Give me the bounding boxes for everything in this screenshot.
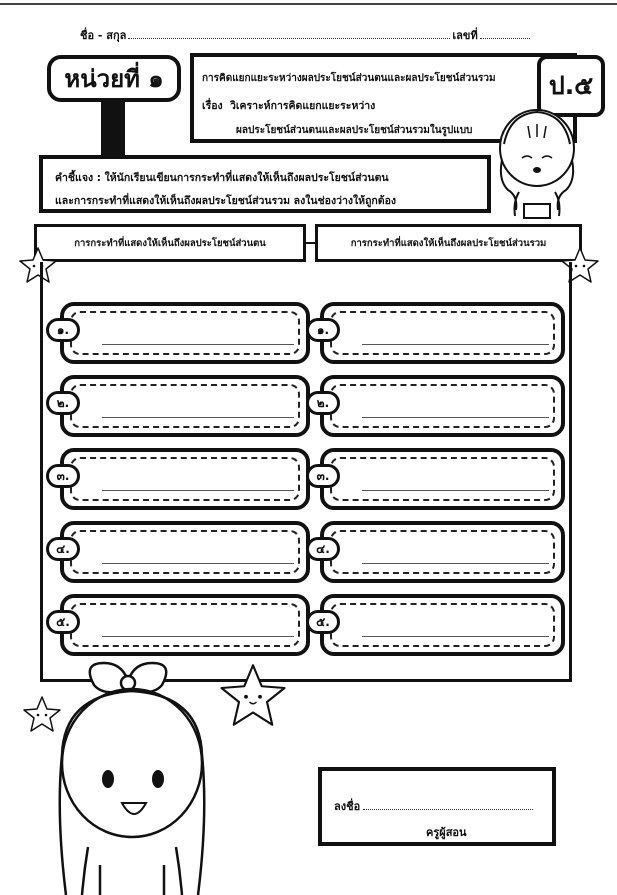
row-number-badge: ๓. [306,464,340,488]
answer-write-line[interactable] [362,490,549,491]
answer-write-line[interactable] [102,636,294,637]
answer-write-line[interactable] [362,563,549,564]
answer-dashed-area[interactable] [70,530,300,574]
subject-text: วิเคราะห์การคิดแยกแยะระหว่าง [229,100,376,112]
answer-write-line[interactable] [102,490,294,491]
answer-row-left[interactable] [60,448,310,510]
answer-row-left[interactable] [60,302,310,364]
row-number-badge: ๔. [46,537,80,561]
instruction-line-2: และการกระทำที่แสดงให้เห็นถึงผลประโยชน์ส่วนรวม ลงในช่องว่างให้ถูกต้อง [55,195,397,207]
answer-dashed-area[interactable] [330,384,555,428]
answer-write-line[interactable] [102,417,294,418]
instruction-box [39,155,491,213]
star-icon [218,660,288,730]
signature-box [318,767,556,846]
instruction-label: คำชี้แจง [55,172,94,184]
answer-write-line[interactable] [102,344,294,345]
top-border-line [0,3,617,5]
teacher-label: ครูผู้สอน [426,826,467,839]
column-header-right-text: การกระทำที่แสดงให้เห็นถึงผลประโยชน์ส่วนรวม [350,237,547,249]
girl-illustration-bottom [40,655,220,895]
answer-dashed-area[interactable] [70,457,300,501]
row-number-badge: ๕. [306,610,340,634]
instruction-text-1: : ให้นักเรียนเขียนการกระทำที่แสดงให้เห็นถึงผลประโยชน์ส่วนตน [96,172,389,184]
answer-row-right[interactable] [320,375,565,437]
row-number-badge: ๑. [306,318,340,342]
subject-label: เรื่อง [202,100,223,112]
answer-dashed-area[interactable] [330,530,555,574]
answer-row-right[interactable] [320,521,565,583]
column-header-left-text: การกระทำที่แสดงให้เห็นถึงผลประโยชน์ส่วนตน [74,237,266,249]
answer-dashed-area[interactable] [330,457,555,501]
topic-line-2 [202,97,375,114]
row-number-badge: ๓. [46,464,80,488]
unit-connector-bar [101,102,125,156]
column-header-right [315,224,582,262]
column-header-left [34,224,306,262]
sign-label: ลงชื่อ [334,800,361,813]
unit-title-box [47,55,181,102]
name-blank[interactable] [128,38,450,39]
row-number-badge: ๔. [306,537,340,561]
answer-row-right[interactable] [320,448,565,510]
signature-blank[interactable] [363,809,533,810]
row-number-badge: ๒. [46,391,80,415]
topic-line-3: ผลประโยชน์ส่วนตนและผลประโยชน์ส่วนรวมในรูปแบบ [236,125,473,136]
answer-dashed-area[interactable] [330,603,555,647]
answer-row-right[interactable] [320,594,565,656]
name-label: ชื่อ - สกุล [80,29,127,42]
signature-line [334,797,533,815]
answer-write-line[interactable] [102,563,294,564]
name-row [80,26,530,44]
answer-row-right[interactable] [320,302,565,364]
answer-write-line[interactable] [362,417,549,418]
answer-row-left[interactable] [60,594,310,656]
girl-illustration-top [494,100,580,222]
number-blank[interactable] [480,38,530,39]
unit-title: หน่วยที่ ๑ [64,65,164,93]
grade-label: ป.๕ [548,71,594,100]
answer-write-line[interactable] [362,636,549,637]
header-connector [306,242,315,244]
answer-row-left[interactable] [60,521,310,583]
number-label: เลขที่ [452,29,478,42]
row-number-badge: ๒. [306,391,340,415]
answer-row-left[interactable] [60,375,310,437]
answer-dashed-area[interactable] [70,384,300,428]
row-number-badge: ๕. [46,610,80,634]
answer-dashed-area[interactable] [70,311,300,355]
topic-line-1: การคิดแยกแยะระหว่างผลประโยชน์ส่วนตนและผลประโยชน์ส่วนรวม [202,73,496,84]
answer-write-line[interactable] [362,344,549,345]
answer-dashed-area[interactable] [330,311,555,355]
instruction-line-1 [55,169,389,186]
answer-dashed-area[interactable] [70,603,300,647]
row-number-badge: ๑. [46,318,80,342]
